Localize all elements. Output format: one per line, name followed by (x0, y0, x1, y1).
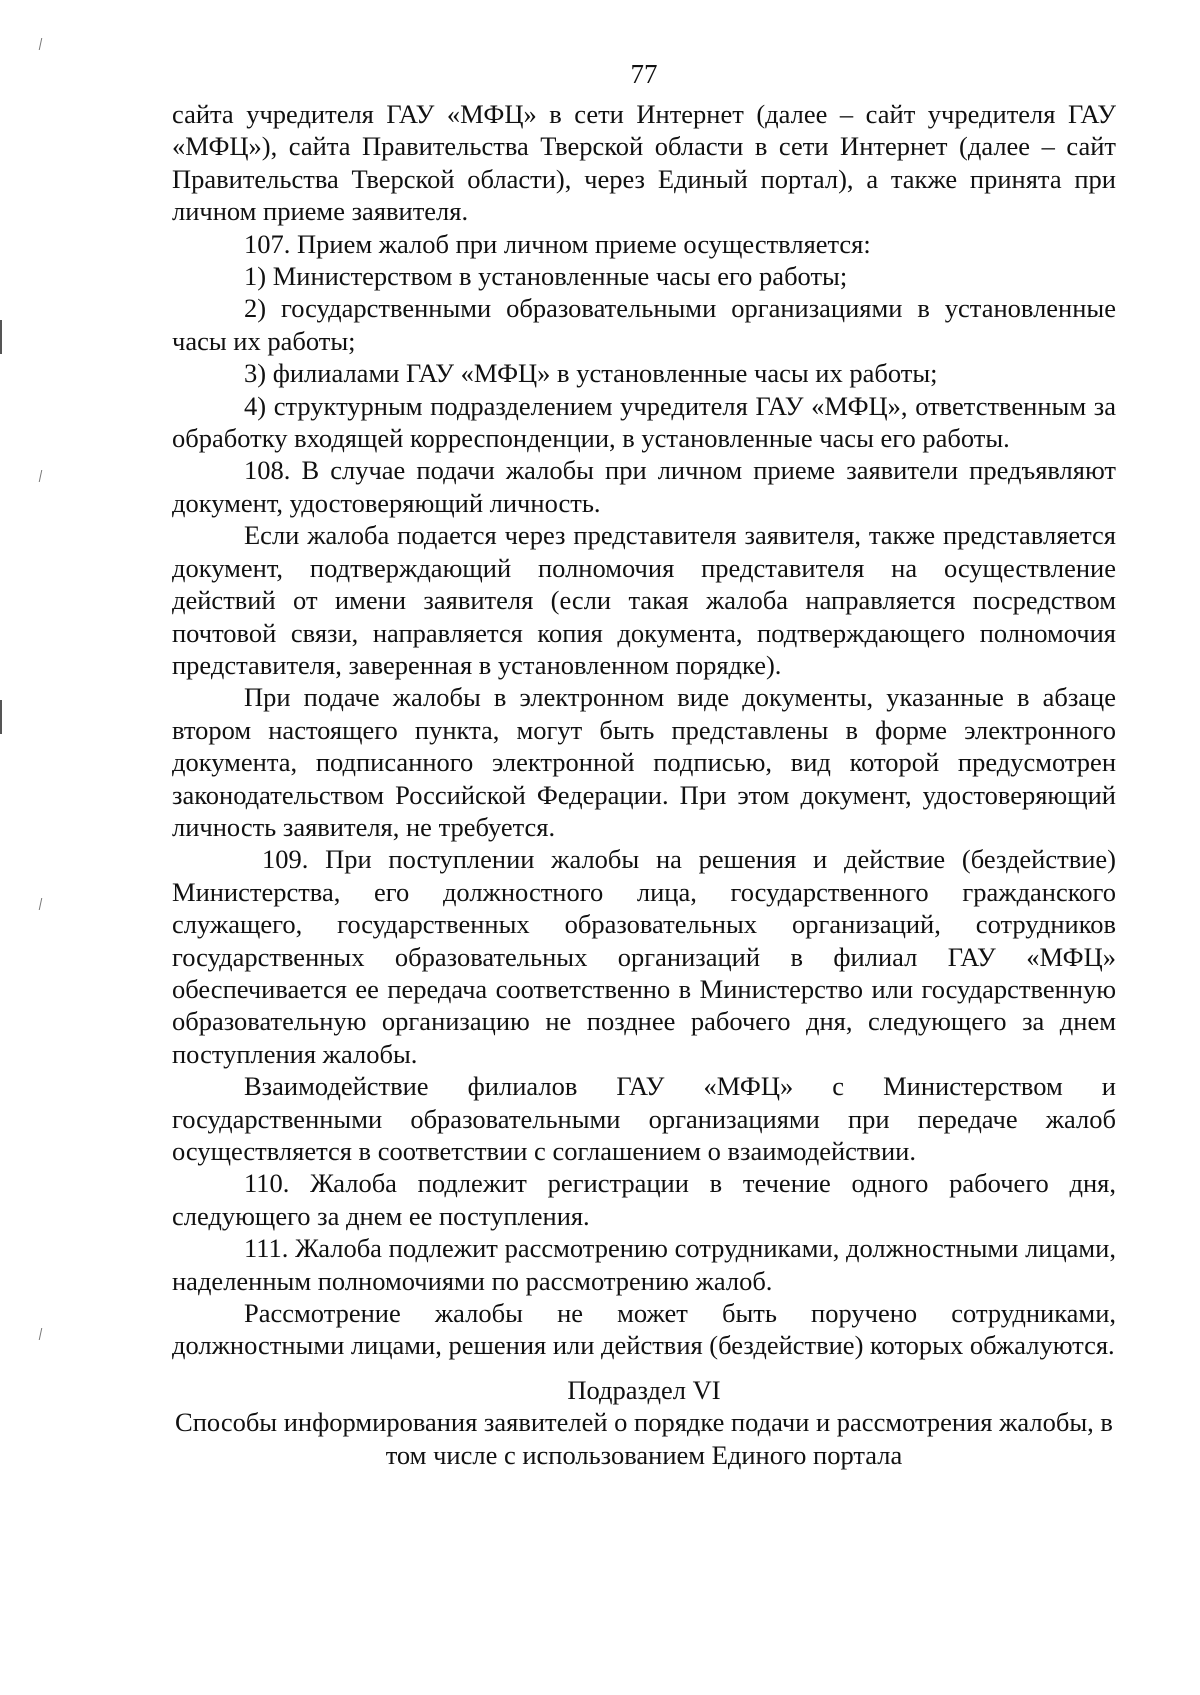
scan-artifact (39, 470, 47, 482)
scan-artifact (39, 38, 47, 50)
paragraph-representative: Если жалоба подается через представителя заявителя, также представляется документ, подтверждающий полномочия представителя на осуществление действий от имени заявителя (если такая жалоба направляется посредством почтовой связи, направляется копия документа, подтверждающего полномочия представителя, заверенная в установленном порядке). (172, 520, 1116, 680)
paragraph-consideration: Рассмотрение жалобы не может быть поручено сотрудниками, должностными лицами, решения или действия (бездействие) которых обжалуются. (172, 1298, 1116, 1361)
document-page (172, 58, 1116, 1471)
paragraph-108: 108. В случае подачи жалобы при личном приеме заявители предъявляют документ, удостоверяющий личность. (172, 455, 1116, 518)
paragraph-109: 109. При поступлении жалобы на решения и действие (бездействие) Министерства, его должностного лица, государственного гражданского служащего, государственных образовательных организаций, сотрудников государственных образовательных организаций в филиал ГАУ «МФЦ» обеспечивается ее передача соответственно в Министерство или государственную образовательную организацию не позднее рабочего дня, следующего за днем поступления жалобы. (172, 844, 1116, 1069)
scan-artifact (39, 898, 47, 910)
paragraph-107: 107. Прием жалоб при личном приеме осуществляется: (244, 228, 871, 259)
paragraph-continuation: сайта учредителя ГАУ «МФЦ» в сети Интернет (далее – сайт учредителя ГАУ «МФЦ»), сайта Правительства Тверской области в сети Интернет (далее – сайт Правительства Тверской области), через Единый портал), а также принята при личном приеме заявителя. (172, 99, 1116, 227)
list-item-4: 4) структурным подразделением учредителя ГАУ «МФЦ», ответственным за обработку входящей корреспонденции, в установленные часы его работы. (172, 390, 1116, 454)
paragraph-110: 110. Жалоба подлежит регистрации в течение одного рабочего дня, следующего за днем ее поступления. (172, 1168, 1116, 1231)
subsection-heading: Подраздел VI (567, 1374, 721, 1405)
list-item-3: 3) филиалами ГАУ «МФЦ» в установленные часы их работы; (244, 358, 938, 389)
scan-edge-artifact (0, 320, 2, 354)
paragraph-interaction: Взаимодействие филиалов ГАУ «МФЦ» с Министерством и государственными образовательными организациями при передаче жалоб осуществляется в соответствии с соглашением о взаимодействии. (172, 1071, 1116, 1166)
page-number: 77 (630, 59, 658, 89)
paragraph-111: 111. Жалоба подлежит рассмотрению сотрудниками, должностными лицами, наделенным полномочиями по рассмотрению жалоб. (172, 1233, 1116, 1296)
scan-edge-artifact (0, 700, 2, 734)
paragraph-electronic: При подаче жалобы в электронном виде документы, указанные в абзаце втором настоящего пункта, могут быть представлены в форме электронного документа, подписанного электронной подписью, вид которой предусмотрен законодательством Российской Федерации. При этом документ, удостоверяющий личность заявителя, не требуется. (172, 682, 1116, 842)
subsection-title: Способы информирования заявителей о порядке подачи и рассмотрения жалобы, в том числе с использованием Единого портала (175, 1407, 1113, 1470)
scan-artifact (39, 1328, 47, 1340)
list-item-2: 2) государственными образовательными организациями в установленные часы их работы; (172, 293, 1116, 356)
list-item-1: 1) Министерством в установленные часы его работы; (244, 261, 848, 292)
